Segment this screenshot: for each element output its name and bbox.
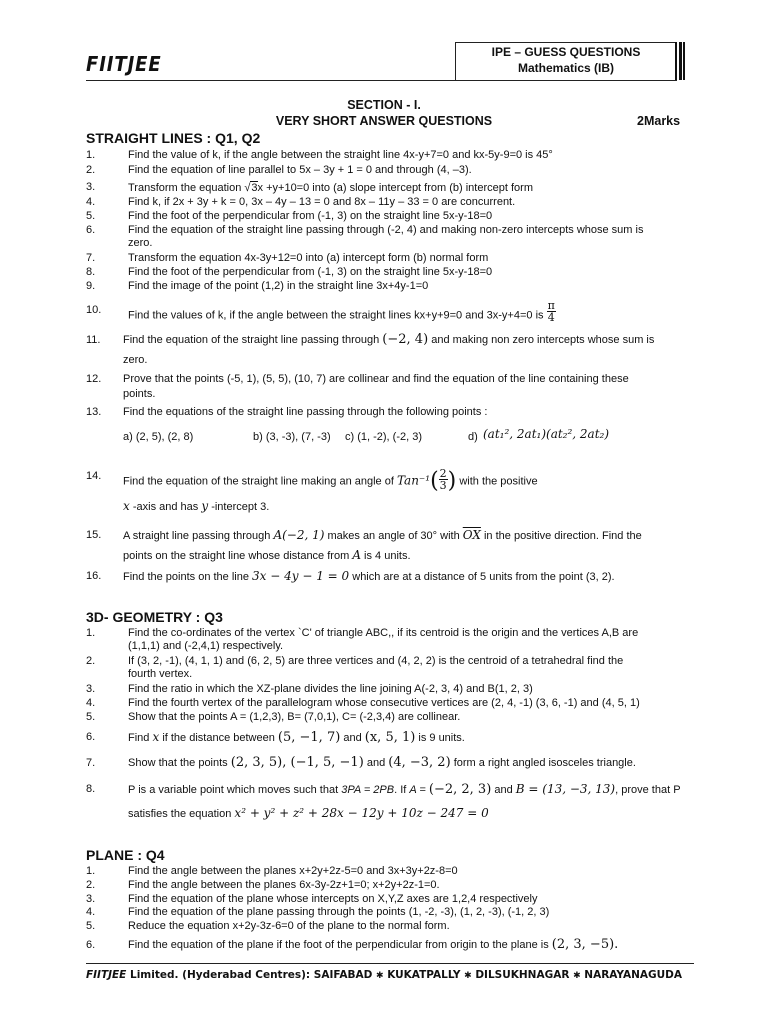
star-icon: ✱ [464,971,472,981]
sl-q10: 10. Find the values of k, if the angle between the straight lines kx+y+9=0 and 3x-y+4=0 is $\frac{\pi}{4}$ [86,299,555,324]
header-box-line2: Mathematics (IB) [517,61,615,75]
header-bars-decoration [675,42,685,80]
footer [0,969,768,981]
fiitjee-logo: FIITJEE [86,52,162,76]
section-title: SECTION - I. [347,98,421,112]
footer-limited: Limited. (Hyderabad Centres): [130,969,311,981]
footer-centre-2: KUKATPALLY [387,969,461,981]
header-box [455,42,677,81]
star-icon: ✱ [375,971,384,981]
footer-centre-1: SAIFABAD [313,969,373,981]
header-rule [86,80,458,81]
straight-lines-heading: STRAIGHT LINES : Q1, Q2 [86,130,261,146]
footer-centre-4: NARAYANAGUDA [584,969,683,981]
star-icon: ✱ [573,971,581,981]
section-subtitle: VERY SHORT ANSWER QUESTIONS [275,114,493,128]
footer-brand: FIITJEE [85,969,127,981]
marks-label: 2Marks [637,114,681,128]
header-box-line1: IPE – GUESS QUESTIONS [491,45,641,59]
plane-heading: PLANE : Q4 [86,847,165,863]
footer-rule [86,963,694,964]
footer-centre-3: DILSUKHNAGAR [475,969,570,981]
geometry3d-heading: 3D- GEOMETRY : Q3 [86,609,223,625]
